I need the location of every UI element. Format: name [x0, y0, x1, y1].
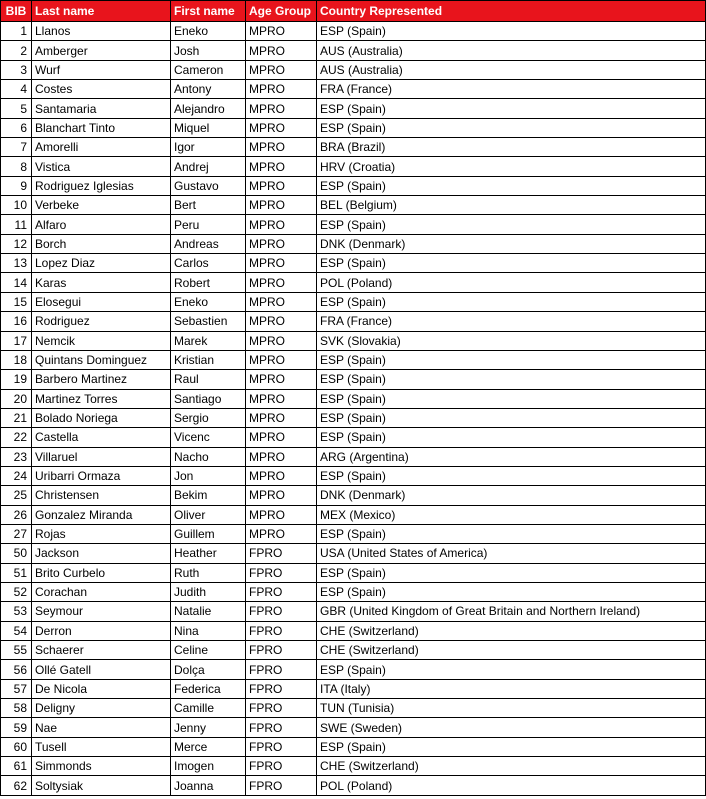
cell-first-name: Marek	[171, 331, 246, 350]
cell-first-name: Guillem	[171, 524, 246, 543]
cell-country: GBR (United Kingdom of Great Britain and Northern Ireland)	[317, 602, 706, 621]
cell-age-group: MPRO	[246, 524, 317, 543]
cell-last-name: Soltysiak	[32, 776, 171, 795]
cell-bib: 17	[1, 331, 32, 350]
cell-first-name: Miquel	[171, 118, 246, 137]
cell-country: ESP (Spain)	[317, 428, 706, 447]
cell-country: ESP (Spain)	[317, 99, 706, 118]
cell-age-group: MPRO	[246, 99, 317, 118]
cell-country: CHE (Switzerland)	[317, 757, 706, 776]
table-row	[1, 544, 706, 563]
cell-first-name: Dolça	[171, 660, 246, 679]
cell-first-name: Eneko	[171, 292, 246, 311]
cell-last-name: Brito Curbelo	[32, 563, 171, 582]
cell-bib: 9	[1, 176, 32, 195]
cell-first-name: Vicenc	[171, 428, 246, 447]
cell-age-group: FPRO	[246, 737, 317, 756]
cell-country: CHE (Switzerland)	[317, 621, 706, 640]
cell-age-group: MPRO	[246, 273, 317, 292]
table-row	[1, 60, 706, 79]
cell-bib: 13	[1, 254, 32, 273]
cell-last-name: Amberger	[32, 41, 171, 60]
cell-bib: 18	[1, 350, 32, 369]
column-header-country: Country Represented	[317, 1, 706, 22]
cell-age-group: MPRO	[246, 80, 317, 99]
cell-last-name: Deligny	[32, 699, 171, 718]
cell-last-name: Simmonds	[32, 757, 171, 776]
table-row	[1, 157, 706, 176]
cell-country: USA (United States of America)	[317, 544, 706, 563]
cell-bib: 52	[1, 582, 32, 601]
table-row	[1, 602, 706, 621]
cell-last-name: Rojas	[32, 524, 171, 543]
cell-bib: 61	[1, 757, 32, 776]
cell-age-group: MPRO	[246, 505, 317, 524]
cell-bib: 62	[1, 776, 32, 795]
table-row	[1, 660, 706, 679]
cell-age-group: MPRO	[246, 157, 317, 176]
cell-last-name: Amorelli	[32, 138, 171, 157]
cell-bib: 3	[1, 60, 32, 79]
header-row	[1, 1, 706, 22]
cell-age-group: MPRO	[246, 196, 317, 215]
cell-country: ITA (Italy)	[317, 679, 706, 698]
table-row	[1, 621, 706, 640]
cell-last-name: De Nicola	[32, 679, 171, 698]
table-row	[1, 22, 706, 41]
cell-last-name: Uribarri Ormaza	[32, 466, 171, 485]
cell-first-name: Imogen	[171, 757, 246, 776]
table-row	[1, 312, 706, 331]
cell-bib: 27	[1, 524, 32, 543]
cell-age-group: MPRO	[246, 22, 317, 41]
cell-last-name: Llanos	[32, 22, 171, 41]
cell-bib: 1	[1, 22, 32, 41]
cell-last-name: Verbeke	[32, 196, 171, 215]
cell-last-name: Nemcik	[32, 331, 171, 350]
cell-country: ESP (Spain)	[317, 118, 706, 137]
table-row	[1, 776, 706, 795]
table-row	[1, 99, 706, 118]
cell-country: TUN (Tunisia)	[317, 699, 706, 718]
table-row	[1, 408, 706, 427]
cell-country: DNK (Denmark)	[317, 486, 706, 505]
cell-bib: 8	[1, 157, 32, 176]
table-row	[1, 699, 706, 718]
cell-first-name: Sebastien	[171, 312, 246, 331]
table-row	[1, 350, 706, 369]
table-row	[1, 41, 706, 60]
cell-bib: 2	[1, 41, 32, 60]
cell-first-name: Joanna	[171, 776, 246, 795]
cell-country: ESP (Spain)	[317, 408, 706, 427]
table-row	[1, 389, 706, 408]
cell-age-group: FPRO	[246, 582, 317, 601]
table-row	[1, 486, 706, 505]
cell-first-name: Camille	[171, 699, 246, 718]
cell-age-group: MPRO	[246, 428, 317, 447]
cell-first-name: Alejandro	[171, 99, 246, 118]
cell-bib: 6	[1, 118, 32, 137]
column-header-bib: BIB	[1, 1, 32, 22]
cell-last-name: Elosegui	[32, 292, 171, 311]
cell-last-name: Ollé Gatell	[32, 660, 171, 679]
cell-last-name: Borch	[32, 234, 171, 253]
cell-first-name: Celine	[171, 641, 246, 660]
cell-bib: 21	[1, 408, 32, 427]
cell-age-group: MPRO	[246, 215, 317, 234]
cell-country: ESP (Spain)	[317, 389, 706, 408]
cell-bib: 58	[1, 699, 32, 718]
table-body	[1, 22, 706, 796]
cell-last-name: Villaruel	[32, 447, 171, 466]
cell-country: ESP (Spain)	[317, 176, 706, 195]
table-row	[1, 563, 706, 582]
cell-age-group: MPRO	[246, 466, 317, 485]
cell-age-group: FPRO	[246, 757, 317, 776]
cell-country: ESP (Spain)	[317, 370, 706, 389]
cell-age-group: MPRO	[246, 350, 317, 369]
cell-country: ESP (Spain)	[317, 215, 706, 234]
cell-last-name: Tusell	[32, 737, 171, 756]
table-row	[1, 679, 706, 698]
cell-bib: 26	[1, 505, 32, 524]
table-row	[1, 757, 706, 776]
table-row	[1, 641, 706, 660]
cell-last-name: Wurf	[32, 60, 171, 79]
cell-bib: 11	[1, 215, 32, 234]
cell-first-name: Andreas	[171, 234, 246, 253]
table-row	[1, 737, 706, 756]
cell-last-name: Jackson	[32, 544, 171, 563]
cell-age-group: MPRO	[246, 60, 317, 79]
cell-age-group: MPRO	[246, 447, 317, 466]
cell-first-name: Bert	[171, 196, 246, 215]
cell-first-name: Eneko	[171, 22, 246, 41]
cell-age-group: FPRO	[246, 621, 317, 640]
cell-age-group: FPRO	[246, 776, 317, 795]
cell-last-name: Castella	[32, 428, 171, 447]
cell-age-group: MPRO	[246, 408, 317, 427]
cell-country: ESP (Spain)	[317, 292, 706, 311]
cell-country: DNK (Denmark)	[317, 234, 706, 253]
cell-last-name: Corachan	[32, 582, 171, 601]
cell-bib: 57	[1, 679, 32, 698]
cell-country: AUS (Australia)	[317, 41, 706, 60]
cell-country: ESP (Spain)	[317, 254, 706, 273]
cell-first-name: Cameron	[171, 60, 246, 79]
column-header-last-name: Last name	[32, 1, 171, 22]
cell-last-name: Rodriguez Iglesias	[32, 176, 171, 195]
cell-country: AUS (Australia)	[317, 60, 706, 79]
cell-first-name: Merce	[171, 737, 246, 756]
cell-bib: 25	[1, 486, 32, 505]
cell-last-name: Karas	[32, 273, 171, 292]
cell-country: BRA (Brazil)	[317, 138, 706, 157]
cell-country: MEX (Mexico)	[317, 505, 706, 524]
cell-bib: 60	[1, 737, 32, 756]
cell-last-name: Christensen	[32, 486, 171, 505]
cell-bib: 50	[1, 544, 32, 563]
cell-bib: 16	[1, 312, 32, 331]
cell-first-name: Nacho	[171, 447, 246, 466]
cell-age-group: FPRO	[246, 679, 317, 698]
cell-bib: 54	[1, 621, 32, 640]
cell-first-name: Judith	[171, 582, 246, 601]
cell-last-name: Martinez Torres	[32, 389, 171, 408]
cell-age-group: MPRO	[246, 331, 317, 350]
cell-first-name: Sergio	[171, 408, 246, 427]
cell-last-name: Derron	[32, 621, 171, 640]
cell-age-group: MPRO	[246, 292, 317, 311]
table-row	[1, 447, 706, 466]
cell-country: ESP (Spain)	[317, 660, 706, 679]
cell-last-name: Blanchart Tinto	[32, 118, 171, 137]
table-row	[1, 176, 706, 195]
cell-first-name: Jon	[171, 466, 246, 485]
cell-first-name: Robert	[171, 273, 246, 292]
cell-first-name: Federica	[171, 679, 246, 698]
cell-last-name: Alfaro	[32, 215, 171, 234]
table-row	[1, 273, 706, 292]
cell-age-group: MPRO	[246, 234, 317, 253]
table-row	[1, 582, 706, 601]
cell-bib: 24	[1, 466, 32, 485]
cell-age-group: MPRO	[246, 176, 317, 195]
cell-first-name: Oliver	[171, 505, 246, 524]
cell-country: ESP (Spain)	[317, 350, 706, 369]
cell-bib: 19	[1, 370, 32, 389]
table-row	[1, 370, 706, 389]
cell-age-group: FPRO	[246, 699, 317, 718]
column-header-first-name: First name	[171, 1, 246, 22]
cell-country: POL (Poland)	[317, 776, 706, 795]
cell-first-name: Nina	[171, 621, 246, 640]
cell-age-group: FPRO	[246, 602, 317, 621]
table-row	[1, 292, 706, 311]
cell-first-name: Natalie	[171, 602, 246, 621]
cell-first-name: Josh	[171, 41, 246, 60]
cell-country: ESP (Spain)	[317, 524, 706, 543]
cell-age-group: FPRO	[246, 660, 317, 679]
table-row	[1, 80, 706, 99]
cell-first-name: Gustavo	[171, 176, 246, 195]
cell-country: BEL (Belgium)	[317, 196, 706, 215]
table-row	[1, 505, 706, 524]
cell-country: ESP (Spain)	[317, 563, 706, 582]
cell-age-group: FPRO	[246, 718, 317, 737]
table-row	[1, 524, 706, 543]
cell-age-group: MPRO	[246, 41, 317, 60]
cell-age-group: MPRO	[246, 312, 317, 331]
cell-age-group: MPRO	[246, 486, 317, 505]
cell-country: SWE (Sweden)	[317, 718, 706, 737]
cell-country: ESP (Spain)	[317, 466, 706, 485]
cell-bib: 15	[1, 292, 32, 311]
cell-bib: 56	[1, 660, 32, 679]
cell-country: HRV (Croatia)	[317, 157, 706, 176]
cell-last-name: Costes	[32, 80, 171, 99]
cell-bib: 4	[1, 80, 32, 99]
table-row	[1, 254, 706, 273]
cell-bib: 55	[1, 641, 32, 660]
cell-age-group: MPRO	[246, 370, 317, 389]
table-row	[1, 118, 706, 137]
table-row	[1, 196, 706, 215]
cell-bib: 10	[1, 196, 32, 215]
cell-first-name: Andrej	[171, 157, 246, 176]
table-row	[1, 428, 706, 447]
cell-age-group: MPRO	[246, 254, 317, 273]
cell-last-name: Barbero Martinez	[32, 370, 171, 389]
cell-age-group: FPRO	[246, 544, 317, 563]
cell-bib: 23	[1, 447, 32, 466]
cell-last-name: Rodriguez	[32, 312, 171, 331]
cell-age-group: FPRO	[246, 641, 317, 660]
cell-last-name: Nae	[32, 718, 171, 737]
table-row	[1, 138, 706, 157]
cell-country: ESP (Spain)	[317, 582, 706, 601]
cell-bib: 7	[1, 138, 32, 157]
cell-first-name: Santiago	[171, 389, 246, 408]
cell-bib: 22	[1, 428, 32, 447]
cell-first-name: Igor	[171, 138, 246, 157]
cell-last-name: Vistica	[32, 157, 171, 176]
cell-country: FRA (France)	[317, 80, 706, 99]
cell-country: ESP (Spain)	[317, 737, 706, 756]
cell-age-group: MPRO	[246, 138, 317, 157]
cell-last-name: Schaerer	[32, 641, 171, 660]
cell-last-name: Gonzalez Miranda	[32, 505, 171, 524]
cell-age-group: MPRO	[246, 389, 317, 408]
cell-bib: 53	[1, 602, 32, 621]
cell-first-name: Heather	[171, 544, 246, 563]
cell-country: ARG (Argentina)	[317, 447, 706, 466]
cell-country: POL (Poland)	[317, 273, 706, 292]
cell-bib: 51	[1, 563, 32, 582]
cell-country: FRA (France)	[317, 312, 706, 331]
cell-first-name: Peru	[171, 215, 246, 234]
cell-bib: 59	[1, 718, 32, 737]
cell-country: CHE (Switzerland)	[317, 641, 706, 660]
table-row	[1, 331, 706, 350]
cell-country: ESP (Spain)	[317, 22, 706, 41]
cell-bib: 12	[1, 234, 32, 253]
cell-last-name: Quintans Dominguez	[32, 350, 171, 369]
table-row	[1, 466, 706, 485]
table-row	[1, 215, 706, 234]
cell-last-name: Santamaria	[32, 99, 171, 118]
cell-first-name: Kristian	[171, 350, 246, 369]
cell-age-group: FPRO	[246, 563, 317, 582]
cell-country: SVK (Slovakia)	[317, 331, 706, 350]
cell-first-name: Bekim	[171, 486, 246, 505]
cell-last-name: Bolado Noriega	[32, 408, 171, 427]
cell-first-name: Antony	[171, 80, 246, 99]
cell-last-name: Seymour	[32, 602, 171, 621]
cell-bib: 5	[1, 99, 32, 118]
cell-bib: 14	[1, 273, 32, 292]
column-header-age-group: Age Group	[246, 1, 317, 22]
cell-first-name: Ruth	[171, 563, 246, 582]
cell-last-name: Lopez Diaz	[32, 254, 171, 273]
table-row	[1, 234, 706, 253]
table-row	[1, 718, 706, 737]
cell-bib: 20	[1, 389, 32, 408]
cell-first-name: Carlos	[171, 254, 246, 273]
cell-first-name: Raul	[171, 370, 246, 389]
cell-first-name: Jenny	[171, 718, 246, 737]
cell-age-group: MPRO	[246, 118, 317, 137]
